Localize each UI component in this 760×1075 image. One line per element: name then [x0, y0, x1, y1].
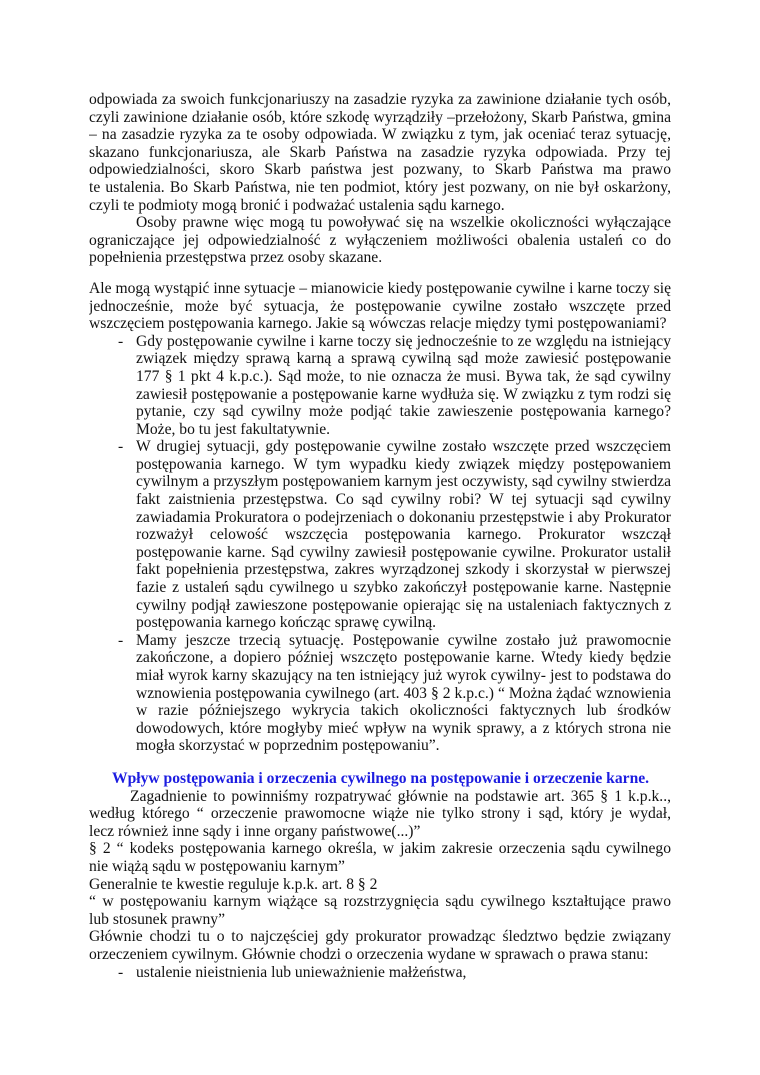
- text-line: czyli te podmioty mogą bronić i podważać ustalenia sądu karnego.: [89, 196, 505, 214]
- text-line: § 2 “ kodeks postępowania karnego określa, w jakim zakresie orzeczenia sądu cywilnego: [89, 840, 671, 858]
- text-line: odpowiada za swoich funkcjonariuszy na zasadzie ryzyka za zawinione działanie tych osób,: [89, 91, 671, 108]
- text-line: popełnienia przestępstwa przez osoby skazane.: [89, 249, 383, 267]
- text-line: postępowanie karne. Sąd cywilny zawiesił postępowanie cywilne. Prokurator ustalił: [136, 543, 671, 561]
- text-line: postępowania karnego kończąc sprawę cywilną.: [136, 614, 437, 632]
- paragraph: [89, 928, 671, 963]
- text-line: odpowiedzialności, skoro Skarb państwa jest pozwany, to Skarb Państwa ma prawo: [89, 161, 671, 179]
- paragraph: [89, 840, 671, 875]
- paragraph-spacer: [89, 267, 671, 280]
- text-line: Może, bo tu jest fakultatywnie.: [136, 420, 331, 438]
- paragraph: [89, 91, 671, 214]
- text-line: fazie z ustaleń sądu cywilnego u szybko zakończył postępowanie karne. Następnie: [136, 579, 671, 597]
- text-line: 177 § 1 pkt 4 k.p.c.). Sąd może, to nie oznacza że musi. Bywa tak, że sąd cywilny: [136, 367, 671, 385]
- text-line: Gdy postępowanie cywilne i karne toczy się jednocześnie to ze względu na istniejący: [136, 332, 671, 350]
- text-line: rozważył celowość wszczęcia postępowania karnego. Prokurator wszczął: [136, 526, 671, 544]
- text-line: jednocześnie, może być sytuacja, że postępowanie cywilne zostało wszczęte przed: [89, 297, 671, 315]
- text-line: zawiadamia Prokuratora o podejrzeniach o dokonaniu przestępstwie i aby Prokurator: [136, 508, 671, 526]
- list-item: [89, 964, 671, 982]
- text-line: W drugiej sytuacji, gdy postępowanie cywilne zostało wszczęte przed wszczęciem: [136, 438, 671, 456]
- document-page: [89, 91, 671, 981]
- paragraph-spacer: [89, 755, 671, 770]
- paragraph: [89, 214, 671, 267]
- text-line: postępowania karnego. W tym wypadku kiedy związek między postępowaniem: [136, 455, 671, 473]
- list-bullet: -: [118, 332, 124, 350]
- text-line: miał wyrok karny skazujący na ten istniejący już wyrok cywilny- jest to podstawa do: [136, 667, 671, 684]
- list-item: [89, 632, 671, 755]
- section-heading: Wpływ postępowania i orzeczenia cywilnego na postępowanie i orzeczenie karne.: [112, 769, 650, 787]
- list-item: [89, 333, 671, 439]
- text-line: Ale mogą wystąpić inne sytuacje – mianowicie kiedy postępowanie cywilne i karne toczy się: [89, 279, 671, 297]
- text-line: Głównie chodzi tu o to najczęściej gdy prokurator prowadząc śledztwo będzie związany: [89, 928, 671, 946]
- paragraph: [89, 788, 671, 841]
- text-line: nie wiążą sądu w postępowaniu karnym”: [89, 857, 345, 875]
- paragraph: [89, 280, 671, 333]
- text-line: orzeczeniem cywilnym. Głównie chodzi o orzeczenia wydane w sprawach o prawa stanu:: [89, 945, 649, 963]
- text-line: cywilny podjął zawieszone postępowanie opierając się na ustaleniach faktycznych z: [136, 596, 671, 614]
- text-line: te ustalenia. Bo Skarb Państwa, nie ten podmiot, który jest pozwany, on nie był oskarżony,: [89, 178, 671, 196]
- text-line: – na zasadzie ryzyka za te osoby odpowiada. W związku z tym, jak oceniać teraz sytuację,: [89, 126, 671, 144]
- list-bullet: -: [118, 963, 124, 981]
- text-line: Mamy jeszcze trzecią sytuację. Postępowanie cywilne zostało już prawomocnie: [136, 631, 671, 649]
- list-bullet: -: [118, 438, 124, 456]
- text-line: fakt popełnienia przestępstwa, zakres wyrządzonej szkody i skorzystał w pierwszej: [136, 561, 671, 579]
- text-line: mogła skorzystać w poprzednim postępowaniu”.: [136, 737, 440, 755]
- text-line: “ w postępowaniu karnym wiążące są rozstrzygnięcia sądu cywilnego kształtujące prawo: [89, 893, 671, 911]
- text-line: czyli zawinione działanie osób, które szkodę wyrządziły –przełożony, Skarb Państwa, gmina: [89, 108, 671, 126]
- text-line: wszczęciem postępowania karnego. Jakie są wówczas relacje między tymi postępowaniami?: [89, 315, 667, 333]
- text-line: w razie późniejszego wykrycia takich okoliczności faktycznych lub środków: [136, 702, 671, 720]
- text-line: zawiesił postępowanie a postępowanie karne wydłuża się. W związku z tym rodzi się: [136, 385, 671, 403]
- text-line: lecz również inne sądy i inne organy państwowe(...)”: [89, 822, 421, 840]
- text-line: Zagadnienie to powinniśmy rozpatrywać głównie na podstawie art. 365 § 1 k.p.k..,: [130, 787, 671, 805]
- text-line: wznowienia postępowania cywilnego (art. 403 § 2 k.p.c.) “ Można żądać wznowienia: [136, 684, 671, 702]
- text-line: zakończone, a dopiero później wszczęto postępowanie karne. Wtedy kiedy będzie: [136, 649, 671, 667]
- text-line: dowodowych, które mogłyby mieć wpływ na wynik sprawy, a z których strona nie: [136, 719, 671, 737]
- text-line: według którego “ orzeczenie prawomocne wiąże nie tylko strony i sąd, który je wydał,: [89, 805, 671, 823]
- text-line: fakt zaistnienia przestępstwa. Co sąd cywilny robi? W tej sytuacji sąd cywilny: [136, 491, 671, 509]
- text-line: pytanie, czy sąd cywilny może podjąć takie zawieszenie postępowania karnego?: [136, 403, 671, 421]
- list-bullet: -: [118, 631, 124, 649]
- paragraph: [89, 876, 671, 894]
- text-line: związek między sprawą karną a sprawą cywilną sąd może zawiesić postępowanie: [136, 350, 671, 368]
- list-item: [89, 438, 671, 632]
- text-line: Osoby prawne więc mogą tu powoływać się na wszelkie okoliczności wyłączające: [136, 214, 671, 232]
- paragraph: [89, 893, 671, 928]
- text-line: Generalnie te kwestie reguluje k.p.k. art. 8 § 2: [89, 875, 378, 893]
- text-line: skazano funkcjonariusza, ale Skarb Państwa na zasadzie ryzyka odpowiada. Przy tej: [89, 143, 671, 161]
- text-line: lub stosunek prawny”: [89, 910, 225, 928]
- text-line: cywilnym a przyszłym postępowaniem karnym jest oczywisty, sąd cywilny stwierdza: [136, 473, 671, 491]
- text-line: ustalenie nieistnienia lub unieważnienie małżeństwa,: [136, 963, 467, 981]
- text-line: ograniczające jej odpowiedzialność z wyłączeniem możliwości obalenia ustaleń co do: [89, 231, 671, 249]
